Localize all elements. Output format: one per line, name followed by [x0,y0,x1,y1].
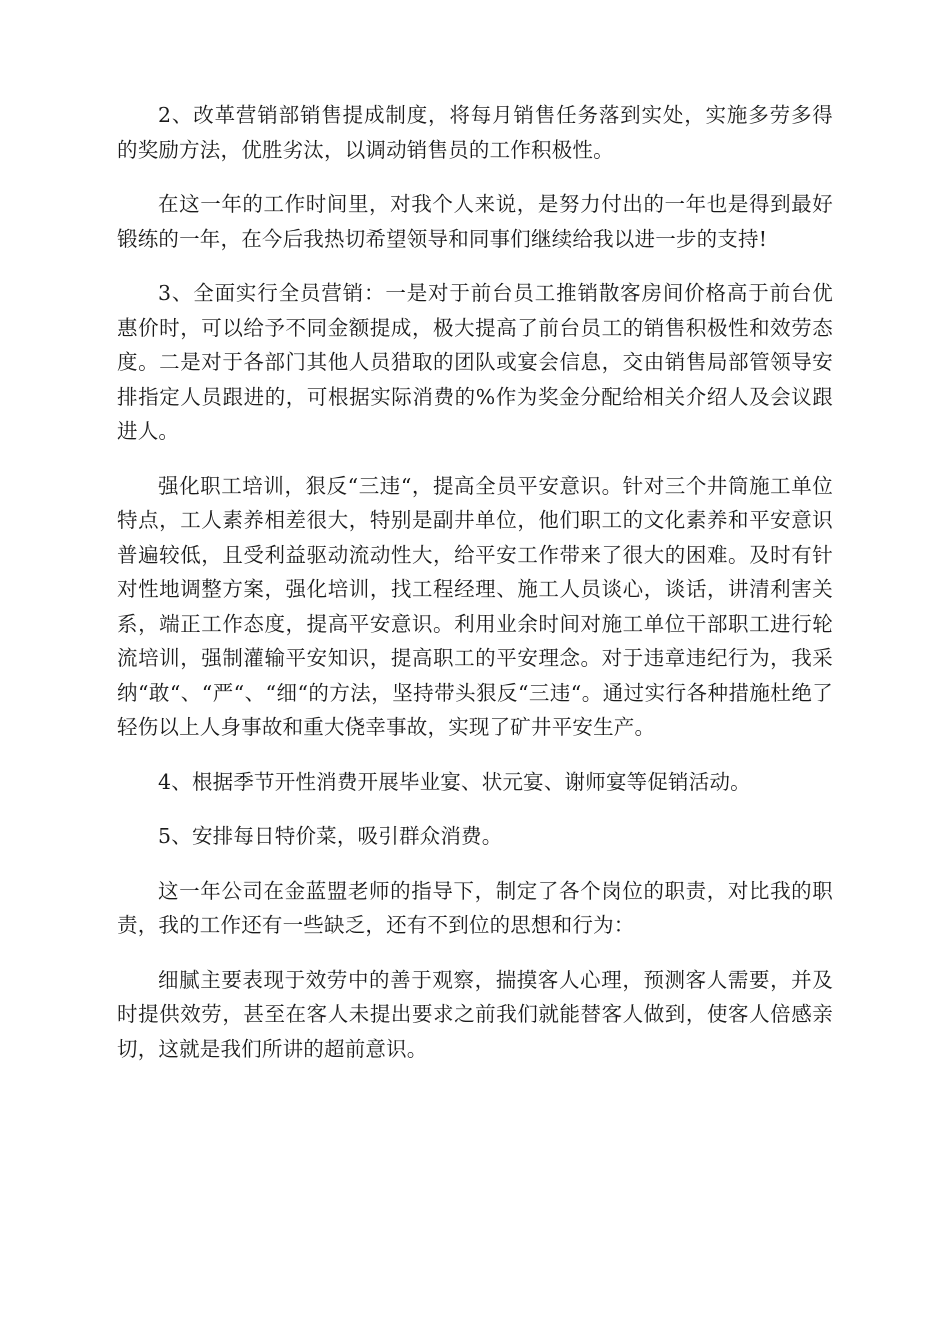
paragraph-daily-special: 5、安排每日特价菜，吸引群众消费。 [158,824,503,848]
paragraph-all-staff-marketing: 3、全面实行全员营销：一是对于前台员工推销散客房间价格高于前台优惠价时，可以给予不同金额提成，极大提高了前台员工的销售积极性和效劳态度。二是对于各部门其他人员猎取的团队或宴会信息，交由销售局部管领导安排指定人员跟进的，可根据实际消费的%作为奖金分配给相关介绍人及会议跟进人。 [117,281,833,443]
paragraph-seasonal-promotion: 4、根据季节开性消费开展毕业宴、状元宴、谢师宴等促销活动。 [158,769,751,794]
paragraph-job-duties: 这一年公司在金蓝盟老师的指导下，制定了各个岗位的职责，对比我的职责，我的工作还有一些缺乏，还有不到位的思想和行为： [117,878,833,937]
document-body [117,98,833,1086]
paragraph-sales-commission: 2、改革营销部销售提成制度，将每月销售任务落到实处，实施多劳多得的奖励方法，优胜劣汰，以调动销售员的工作积极性。 [117,103,833,162]
paragraph-attentive-service: 细腻主要表现于效劳中的善于观察，揣摸客人心理，预测客人需要，并及时提供效劳，甚至在客人未提出要求之前我们就能替客人做到，使客人倍感亲切，这就是我们所讲的超前意识。 [117,967,833,1061]
paragraph-year-review: 在这一年的工作时间里，对我个人来说，是努力付出的一年也是得到最好锻练的一年，在今后我热切希望领导和同事们继续给我以进一步的支持! [117,192,833,251]
paragraph-staff-training: 强化职工培训，狠反“三违“，提高全员平安意识。针对三个井筒施工单位特点，工人素养相差很大，特别是副井单位，他们职工的文化素养和平安意识普遍较低，且受利益驱动流动性大，给平安工作带来了很大的困难。及时有针对性地调整方案，强化培训，找工程经理、施工人员谈心，谈话，讲清利害关系，端正工作态度，提高平安意识。利用业余时间对施工单位干部职工进行轮流培训，强制灌输平安知识，提高职工的平安理念。对于违章违纪行为，我采纳“敢“、“严“、“细“的方法，坚持带头狠反“三违“。通过实行各种措施杜绝了轻伤以上人身事故和重大侥幸事故，实现了矿井平安生产。 [117,473,833,739]
